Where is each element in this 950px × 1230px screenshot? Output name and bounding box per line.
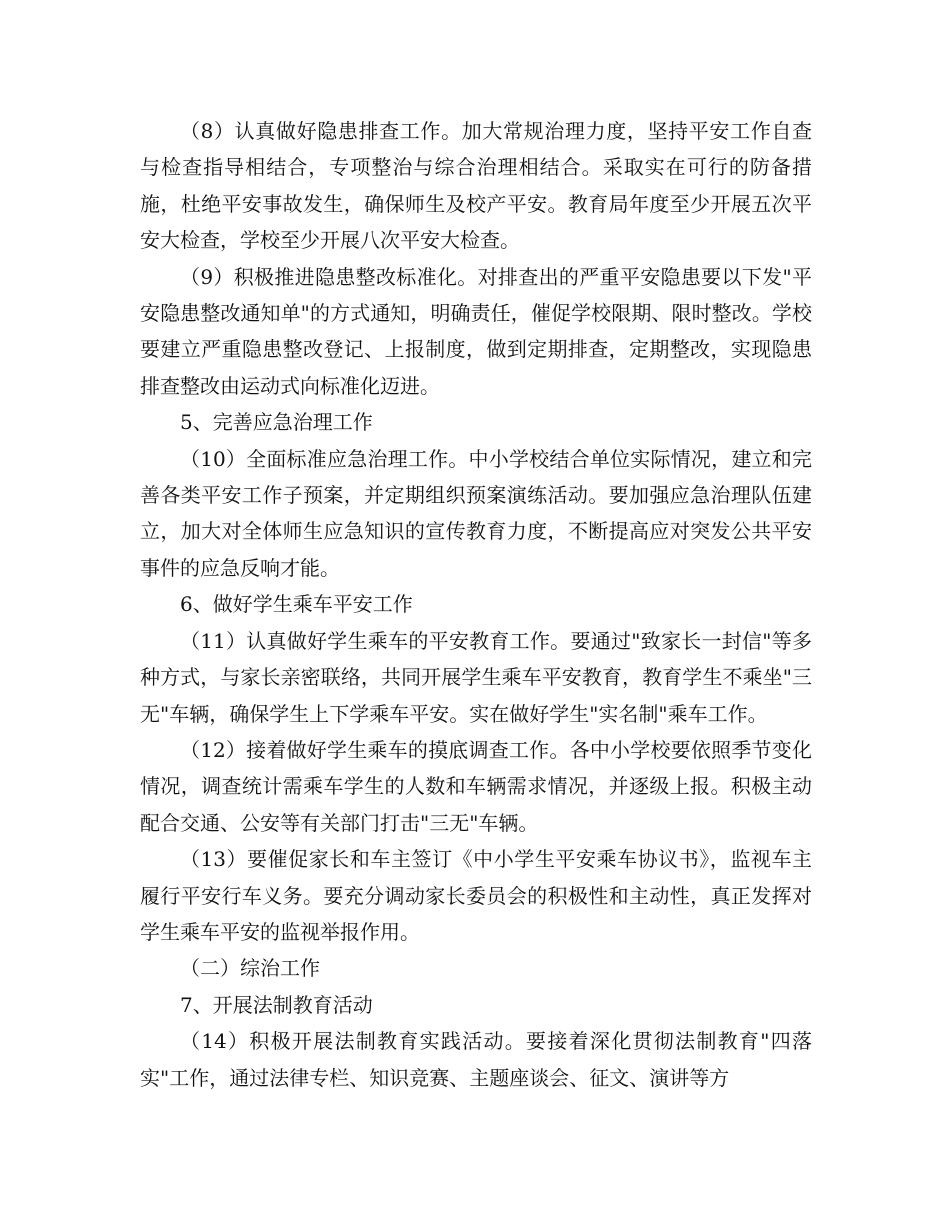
paragraph-13: （13）要催促家长和车主签订《中小学生平安乘车协议书》，监视车主履行平安行车义务。要充分调动家长委员会的积极性和主动性，真正发挥对学生乘车平安的监视举报作用。 — [140, 847, 812, 944]
document-body — [140, 113, 812, 1096]
paragraph-12: （12）接着做好学生乘车的摸底调查工作。各中小学校要依照季节变化情况，调查统计需乘车学生的人数和车辆需求情况，并逐级上报。积极主动配合交通、公安等有关部门打击"三无"车辆。 — [140, 737, 812, 835]
heading-5: 5、完善应急治理工作 — [180, 410, 373, 435]
section-heading-2: （二）综治工作 — [180, 956, 320, 981]
heading-7: 7、开展法制教育活动 — [180, 992, 373, 1017]
paragraph-11: （11）认真做好学生乘车的平安教育工作。要通过"致家长一封信"等多种方式，与家长亲密联络，共同开展学生乘车平安教育，教育学生不乘坐"三无"车辆，确保学生上下学乘车平安。实在做好学生"实名制"乘车工作。 — [140, 628, 812, 726]
paragraph-10: （10）全面标准应急治理工作。中小学校结合单位实际情况，建立和完善各类平安工作子预案，并定期组织预案演练活动。要加强应急治理队伍建立，加大对全体师生应急知识的宣传教育力度，不断提高应对突发公共平安事件的应急反响才能。 — [140, 446, 812, 580]
paragraph-9: （9）积极推进隐患整改标准化。对排查出的严重平安隐患要以下发"平安隐患整改通知单"的方式通知，明确责任，催促学校限期、限时整改。学校要建立严重隐患整改登记、上报制度，做到定期排查，定期整改，实现隐患排查整改由运动式向标准化迈进。 — [140, 264, 812, 398]
heading-6: 6、做好学生乘车平安工作 — [180, 592, 413, 617]
paragraph-8: （8）认真做好隐患排查工作。加大常规治理力度，坚持平安工作自查与检查指导相结合，专项整治与综合治理相结合。采取实在可行的防备措施，杜绝平安事故发生，确保师生及校产平安。教育局年度至少开展五次平安大检查，学校至少开展八次平安大检查。 — [140, 119, 812, 253]
paragraph-14: （14）积极开展法制教育实践活动。要接着深化贯彻法制教育"四落实"工作，通过法律专栏、知识竞赛、主题座谈会、征文、演讲等方 — [140, 1029, 812, 1090]
